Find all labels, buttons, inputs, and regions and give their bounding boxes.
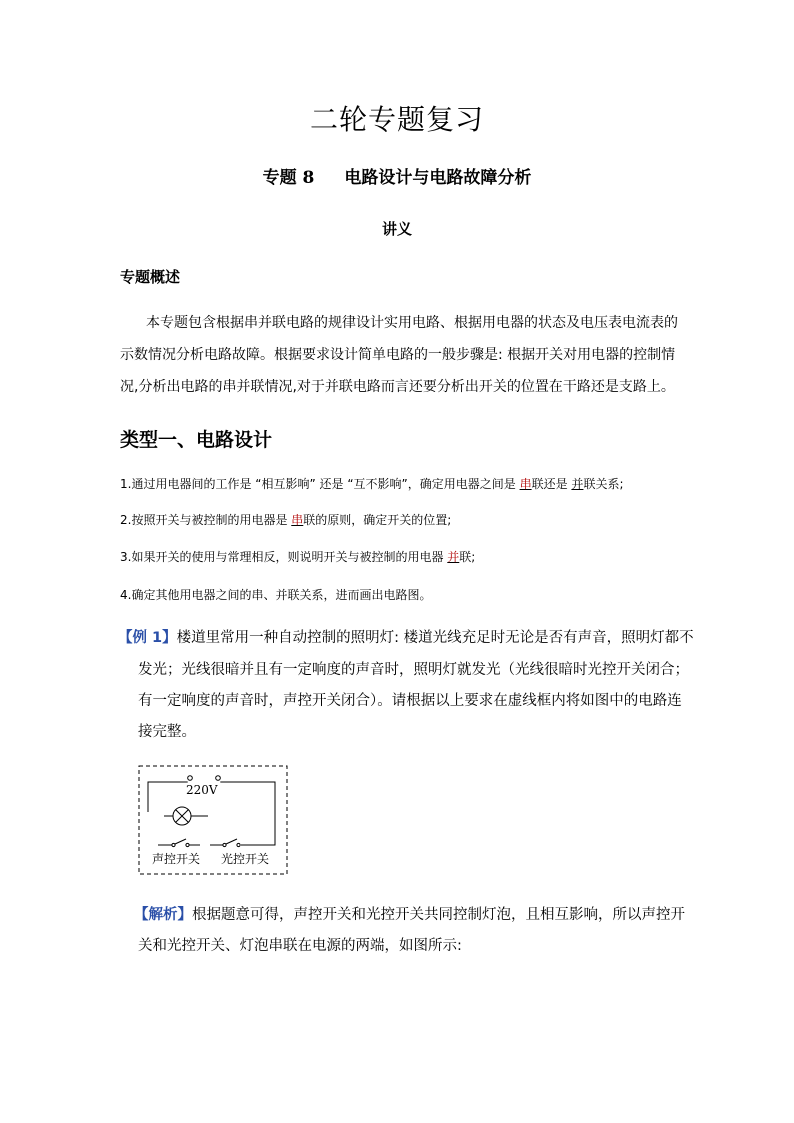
analysis-tag: 【解析】 (134, 907, 192, 923)
lamp-icon (164, 807, 208, 825)
sound-switch-icon (158, 839, 200, 847)
blank-answer: 并 (447, 550, 460, 564)
analysis-line-1: 【解析】根据题意可得，声控开关和光控开关共同控制灯泡，且相互影响，所以声控开 (134, 907, 685, 923)
analysis-line-2: 关和光控开关、灯泡串联在电源的两端，如图所示: (138, 938, 462, 954)
blank-answer: 并 (571, 477, 584, 491)
example-line-2: 发光；光线很暗并且有一定响度的声音时，照明灯就发光（光线很暗时光控开关闭合； (138, 662, 689, 678)
blank-answer: 串 (519, 477, 532, 491)
example-line-1: 【例 1】楼道里常用一种自动控制的照明灯: 楼道光线充足时无论是否有声音，照明灯都不 (118, 630, 694, 646)
type1-item-1: 1.通过用电器间的工作是 “相互影响” 还是 “互不影响”，确定用电器之间是 串联还是 并联关系; (120, 477, 624, 491)
overview-line-2: 示数情况分析电路故障。根据要求设计简单电路的一般步骤是: 根据开关对用电器的控制情 (120, 347, 676, 363)
type1-item-2: 2.按照开关与被控制的用电器是 串联的原则，确定开关的位置; (120, 513, 452, 527)
document-title: 二轮专题复习 (309, 103, 484, 136)
light-switch-label: 光控开关 (221, 852, 270, 866)
light-switch-icon (210, 839, 240, 847)
power-terminals (188, 776, 221, 781)
voltage-label: 220V (186, 783, 218, 797)
topic-number: 专题 8 (262, 168, 315, 188)
overview-heading: 专题概述 (120, 268, 181, 286)
wire (220, 782, 275, 845)
example-tag: 【例 1】 (118, 630, 177, 646)
topic-subtitle (0, 163, 794, 188)
example-line-4: 接完整。 (138, 724, 196, 740)
topic-name: 电路设计与电路故障分析 (344, 168, 532, 188)
overview-line-3: 况,分析出电路的串并联情况,对于并联电路而言还要分析出开关的位置在干路还是支路上。 (120, 379, 675, 395)
circuit-diagram (138, 765, 288, 875)
example-line-3: 有一定响度的声音时，声控开关闭合）。请根据以上要求在虚线框内将如图中的电路连 (138, 693, 682, 709)
blank-answer: 串 (291, 513, 304, 527)
type1-item-3: 3.如果开关的使用与常理相反，则说明开关与被控制的用电器 并联; (120, 550, 476, 564)
overview-line-1: 本专题包含根据串并联电路的规律设计实用电路、根据用电器的状态及电压表电流表的 (146, 315, 678, 331)
sound-switch-label: 声控开关 (152, 852, 201, 866)
type1-item-4: 4.确定其他用电器之间的串、并联关系，进而画出电路图。 (120, 588, 432, 602)
type1-heading: 类型一、电路设计 (120, 429, 273, 451)
lecture-label: 讲义 (381, 220, 412, 238)
